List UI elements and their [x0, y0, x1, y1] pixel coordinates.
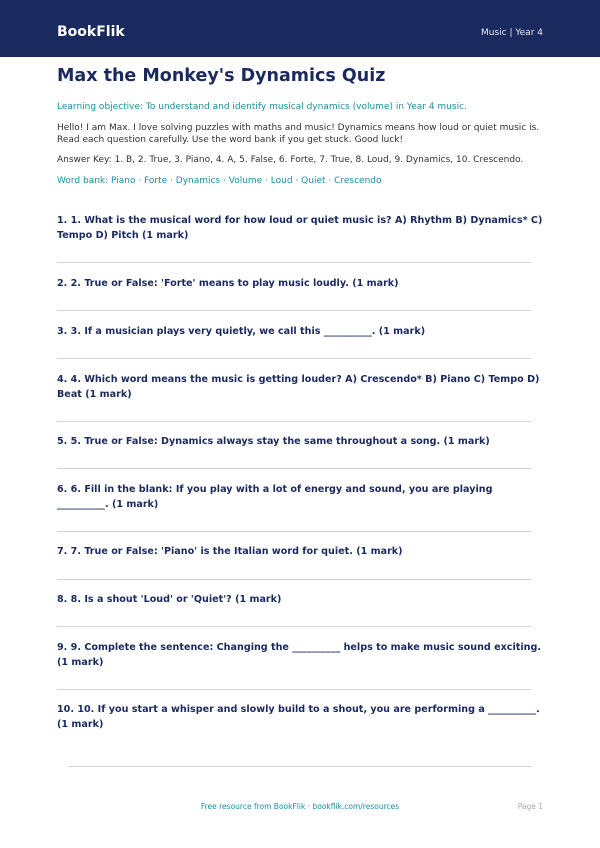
footer-divider: [68, 766, 532, 767]
answer-line-9[interactable]: [57, 689, 543, 690]
page-number: Page 1: [517, 802, 543, 811]
answer-line-6[interactable]: [57, 531, 543, 532]
question-text: 4. 4. Which word means the music is getting louder? A) Crescendo* B) Piano C) Tempo D) Beat (1 mark): [57, 374, 540, 400]
question-10: [57, 702, 543, 732]
page-header: [0, 0, 600, 57]
question-text: 5. 5. True or False: Dynamics always stay the same throughout a song. (1 mark): [57, 436, 490, 447]
answer-line-3[interactable]: [57, 358, 543, 359]
question-text: 10. 10. If you start a whisper and slowly build to a shout, you are performing a __________. (1 mark): [57, 704, 540, 730]
answer-line-8[interactable]: [57, 626, 543, 627]
subject-year-label: Music | Year 4: [480, 28, 543, 38]
footer-credit: Free resource from BookFlik · bookflik.com/resources: [200, 802, 400, 811]
intro-paragraph: Hello! I am Max. I love solving puzzles with maths and music! Dynamics means how loud or quiet music is. Read each question carefully. Use the word bank if you get stuck. Good luck!: [57, 123, 540, 145]
question-9: [57, 640, 543, 670]
answer-line-7[interactable]: [57, 579, 543, 580]
word-bank: Word bank: Piano · Forte · Dynamics · Volume · Loud · Quiet · Crescendo: [57, 176, 382, 186]
question-6: [57, 482, 543, 512]
brand-logo-text: BookFlik: [57, 24, 125, 40]
question-text: 3. 3. If a musician plays very quietly, we call this __________. (1 mark): [57, 326, 426, 337]
question-4: [57, 372, 543, 402]
question-3: [57, 324, 543, 339]
question-text: 8. 8. Is a shout 'Loud' or 'Quiet'? (1 mark): [57, 594, 282, 605]
question-text: 6. 6. Fill in the blank: If you play with a lot of energy and sound, you are playing __________. (1 mark): [57, 484, 493, 510]
learning-objective: Learning objective: To understand and identify musical dynamics (volume) in Year 4 music.: [57, 102, 467, 112]
question-2: [57, 276, 543, 291]
answer-line-2[interactable]: [57, 310, 543, 311]
question-5: [57, 434, 543, 449]
question-1: [57, 213, 543, 243]
question-text: 9. 9. Complete the sentence: Changing the __________ helps to make music sound exciting. (1 mark): [57, 642, 541, 668]
question-8: [57, 592, 543, 607]
answer-key: Answer Key: 1. B, 2. True, 3. Piano, 4. A, 5. False, 6. Forte, 7. True, 8. Loud, 9. Dynamics, 10. Crescendo.: [57, 155, 524, 165]
answer-line-5[interactable]: [57, 468, 543, 469]
question-text: 7. 7. True or False: 'Piano' is the Italian word for quiet. (1 mark): [57, 546, 403, 557]
page-title: Max the Monkey's Dynamics Quiz: [57, 66, 386, 86]
question-text: 1. 1. What is the musical word for how loud or quiet music is? A) Rhythm B) Dynamics* C) Tempo D) Pitch (1 mark): [57, 215, 543, 241]
question-text: 2. 2. True or False: 'Forte' means to play music loudly. (1 mark): [57, 278, 399, 289]
intro-section: [57, 66, 543, 201]
answer-line-1[interactable]: [57, 262, 543, 263]
answer-line-4[interactable]: [57, 421, 543, 422]
question-7: [57, 544, 543, 559]
